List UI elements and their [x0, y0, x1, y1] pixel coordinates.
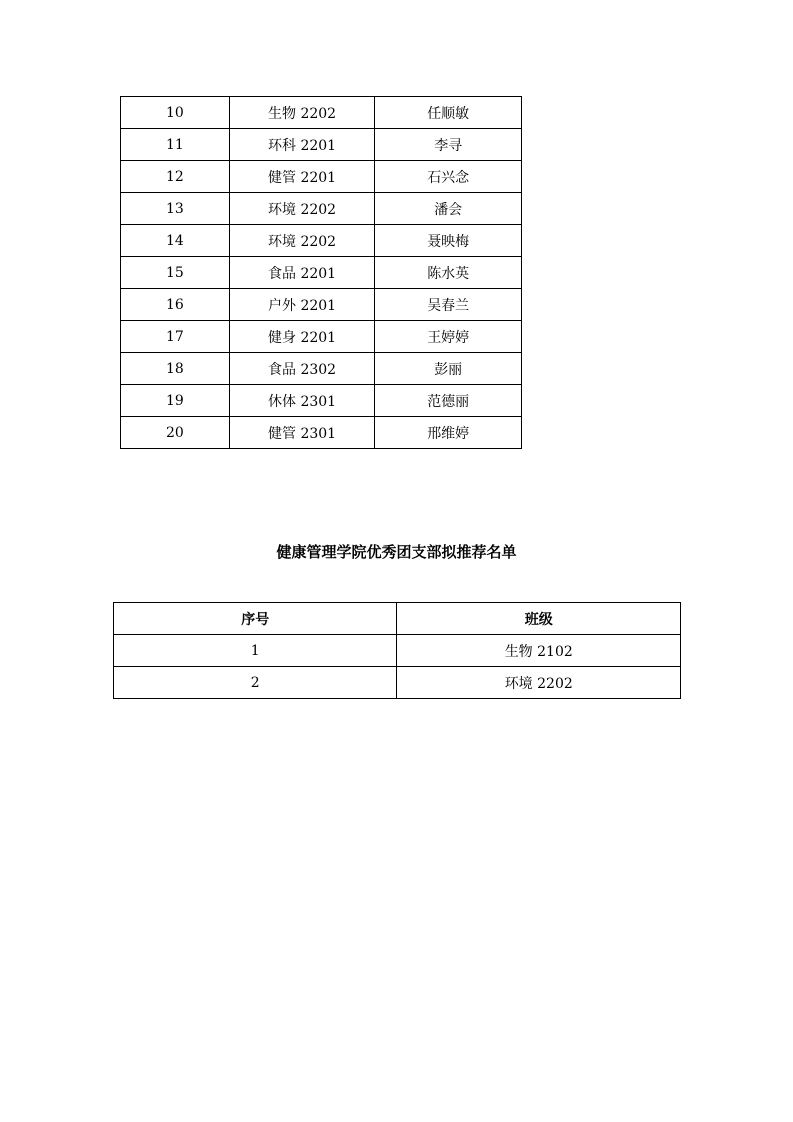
table-row: [121, 97, 522, 129]
row-class: 环境 2202: [229, 193, 375, 225]
table-row: [121, 353, 522, 385]
row-class: 户外 2201: [229, 289, 375, 321]
table-row: [114, 635, 681, 667]
section-title: 健康管理学院优秀团支部拟推荐名单: [276, 543, 517, 561]
row-class: 食品 2302: [229, 353, 375, 385]
row-name: 石兴念: [375, 161, 522, 193]
student-list-body: [121, 97, 522, 449]
row-class: 休体 2301: [229, 385, 375, 417]
row-name: 聂映梅: [375, 225, 522, 257]
recommended-branches-table: [113, 602, 681, 699]
row-class: 食品 2201: [229, 257, 375, 289]
table-row: [121, 193, 522, 225]
row-name: 陈水英: [375, 257, 522, 289]
table-row: [121, 385, 522, 417]
table-row: [121, 417, 522, 449]
table-row: [121, 257, 522, 289]
row-number: 16: [121, 289, 230, 321]
row-number: 10: [121, 97, 230, 129]
row-class: 环境 2202: [229, 225, 375, 257]
row-number: 2: [114, 667, 397, 699]
row-number: 18: [121, 353, 230, 385]
student-list-table: [120, 96, 522, 449]
row-number: 15: [121, 257, 230, 289]
row-number: 12: [121, 161, 230, 193]
row-class: 环境 2202: [397, 667, 681, 699]
row-class: 生物 2202: [229, 97, 375, 129]
row-name: 吴春兰: [375, 289, 522, 321]
header-number: 序号: [114, 603, 397, 635]
row-name: 范德丽: [375, 385, 522, 417]
header-row: [114, 603, 681, 635]
row-name: 彭丽: [375, 353, 522, 385]
row-class: 健管 2301: [229, 417, 375, 449]
row-class: 环科 2201: [229, 129, 375, 161]
row-number: 19: [121, 385, 230, 417]
table-row: [121, 225, 522, 257]
row-class: 生物 2102: [397, 635, 681, 667]
row-class: 健管 2201: [229, 161, 375, 193]
row-number: 14: [121, 225, 230, 257]
recommended-branches-body: [114, 635, 681, 699]
table-row: [121, 129, 522, 161]
row-name: 王婷婷: [375, 321, 522, 353]
row-name: 潘会: [375, 193, 522, 225]
row-number: 11: [121, 129, 230, 161]
row-class: 健身 2201: [229, 321, 375, 353]
row-name: 李寻: [375, 129, 522, 161]
row-number: 20: [121, 417, 230, 449]
table-header: [114, 603, 681, 635]
table-row: [121, 289, 522, 321]
row-name: 邢维婷: [375, 417, 522, 449]
row-number: 17: [121, 321, 230, 353]
table-row: [121, 161, 522, 193]
row-number: 13: [121, 193, 230, 225]
header-class: 班级: [397, 603, 681, 635]
row-number: 1: [114, 635, 397, 667]
row-name: 任顺敏: [375, 97, 522, 129]
table-row: [121, 321, 522, 353]
table-row: [114, 667, 681, 699]
